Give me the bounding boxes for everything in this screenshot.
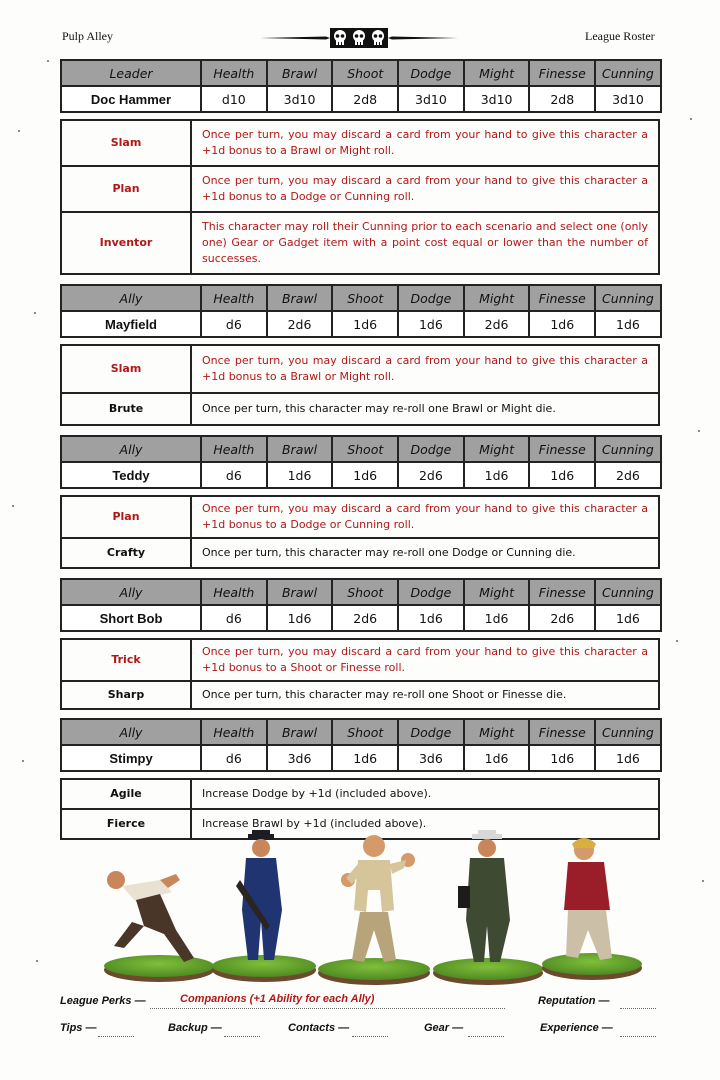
contacts-blank[interactable] bbox=[352, 1036, 388, 1037]
league-perks-label: League Perks — bbox=[60, 995, 146, 1007]
col-cunning: Cunning bbox=[595, 579, 661, 605]
ability-name: Agile bbox=[61, 779, 191, 809]
stat-brawl: 1d6 bbox=[267, 605, 333, 631]
ability-text: Increase Dodge by +1d (included above). bbox=[191, 779, 659, 809]
stat-cunning: 3d10 bbox=[595, 86, 661, 112]
stat-might: 3d10 bbox=[464, 86, 530, 112]
character-name: Short Bob bbox=[61, 605, 201, 631]
stat-shoot: 1d6 bbox=[332, 745, 398, 771]
ability-text: Increase Brawl by +1d (included above). bbox=[191, 809, 659, 839]
stat-health: d6 bbox=[201, 311, 267, 337]
stat-health: d6 bbox=[201, 745, 267, 771]
contacts-label: Contacts — bbox=[288, 1022, 350, 1034]
col-cunning: Cunning bbox=[595, 285, 661, 311]
stat-might: 1d6 bbox=[464, 462, 530, 488]
stat-shoot: 2d6 bbox=[332, 605, 398, 631]
col-dodge: Dodge bbox=[398, 60, 464, 86]
stat-dodge: 1d6 bbox=[398, 311, 464, 337]
ability-text: Once per turn, you may discard a card from your hand to give this character a +1d bonus to a Dodge or Cunning roll. bbox=[191, 496, 659, 538]
ability-text: Once per turn, this character may re-roll one Dodge or Cunning die. bbox=[191, 538, 659, 568]
col-cunning: Cunning bbox=[595, 719, 661, 745]
col-finesse: Finesse bbox=[529, 285, 595, 311]
col-shoot: Shoot bbox=[332, 579, 398, 605]
ability-text: Once per turn, you may discard a card from your hand to give this character a +1d bonus to a Brawl or Might roll. bbox=[191, 120, 659, 166]
skull-banner-icon bbox=[258, 26, 460, 50]
stat-table-ally bbox=[60, 718, 662, 772]
ability-text: Once per turn, this character may re-roll one Brawl or Might die. bbox=[191, 393, 659, 425]
col-health: Health bbox=[201, 579, 267, 605]
role-label: Ally bbox=[61, 719, 201, 745]
gear-label: Gear — bbox=[424, 1022, 464, 1034]
stat-might: 1d6 bbox=[464, 605, 530, 631]
col-brawl: Brawl bbox=[267, 436, 333, 462]
reputation-blank[interactable] bbox=[620, 1008, 656, 1009]
stat-brawl: 3d6 bbox=[267, 745, 333, 771]
stat-health: d6 bbox=[201, 462, 267, 488]
col-brawl: Brawl bbox=[267, 719, 333, 745]
character-name: Doc Hammer bbox=[61, 86, 201, 112]
league-perks-value: Companions (+1 Ability for each Ally) bbox=[180, 993, 375, 1005]
stat-dodge: 3d10 bbox=[398, 86, 464, 112]
miniature-figures-image bbox=[64, 830, 656, 992]
ability-name: Plan bbox=[61, 166, 191, 212]
experience-blank[interactable] bbox=[620, 1036, 656, 1037]
league-perks-blank[interactable] bbox=[150, 1008, 505, 1009]
col-finesse: Finesse bbox=[529, 60, 595, 86]
gear-blank[interactable] bbox=[468, 1036, 504, 1037]
ability-text: This character may roll their Cunning prior to each scenario and select one (only one) Gear or Gadget item with a point cost equal or lower than the number of successes. bbox=[191, 212, 659, 274]
col-might: Might bbox=[464, 285, 530, 311]
header-title-left: Pulp Alley bbox=[62, 29, 114, 43]
stat-health: d10 bbox=[201, 86, 267, 112]
ability-text: Once per turn, you may discard a card from your hand to give this character a +1d bonus to a Dodge or Cunning roll. bbox=[191, 166, 659, 212]
col-health: Health bbox=[201, 719, 267, 745]
role-label: Ally bbox=[61, 285, 201, 311]
ability-table-leader bbox=[60, 119, 660, 275]
stat-cunning: 1d6 bbox=[595, 745, 661, 771]
col-dodge: Dodge bbox=[398, 436, 464, 462]
character-name: Mayfield bbox=[61, 311, 201, 337]
ability-name: Fierce bbox=[61, 809, 191, 839]
col-health: Health bbox=[201, 60, 267, 86]
ability-text: Once per turn, you may discard a card from your hand to give this character a +1d bonus to a Brawl or Might roll. bbox=[191, 345, 659, 393]
col-dodge: Dodge bbox=[398, 719, 464, 745]
stat-dodge: 3d6 bbox=[398, 745, 464, 771]
col-might: Might bbox=[464, 436, 530, 462]
stat-shoot: 1d6 bbox=[332, 462, 398, 488]
character-name: Stimpy bbox=[61, 745, 201, 771]
col-cunning: Cunning bbox=[595, 60, 661, 86]
col-shoot: Shoot bbox=[332, 285, 398, 311]
role-label: Ally bbox=[61, 436, 201, 462]
col-brawl: Brawl bbox=[267, 579, 333, 605]
ability-name: Brute bbox=[61, 393, 191, 425]
stat-finesse: 1d6 bbox=[529, 462, 595, 488]
experience-label: Experience — bbox=[540, 1022, 613, 1034]
stat-finesse: 2d6 bbox=[529, 605, 595, 631]
ability-table-ally bbox=[60, 638, 660, 710]
stat-cunning: 1d6 bbox=[595, 605, 661, 631]
stat-table-ally bbox=[60, 435, 662, 489]
ability-name: Plan bbox=[61, 496, 191, 538]
col-brawl: Brawl bbox=[267, 285, 333, 311]
stat-cunning: 1d6 bbox=[595, 311, 661, 337]
col-might: Might bbox=[464, 579, 530, 605]
ability-name: Slam bbox=[61, 345, 191, 393]
stat-finesse: 1d6 bbox=[529, 311, 595, 337]
stat-brawl: 3d10 bbox=[267, 86, 333, 112]
col-cunning: Cunning bbox=[595, 436, 661, 462]
backup-label: Backup — bbox=[168, 1022, 222, 1034]
ability-name: Inventor bbox=[61, 212, 191, 274]
ability-text: Once per turn, this character may re-roll one Shoot or Finesse die. bbox=[191, 681, 659, 709]
ability-name: Trick bbox=[61, 639, 191, 681]
reputation-label: Reputation — bbox=[538, 995, 610, 1007]
stat-finesse: 1d6 bbox=[529, 745, 595, 771]
stat-brawl: 1d6 bbox=[267, 462, 333, 488]
ability-table-ally bbox=[60, 495, 660, 569]
header-title-right: League Roster bbox=[585, 29, 655, 43]
tips-blank[interactable] bbox=[98, 1036, 134, 1037]
backup-blank[interactable] bbox=[224, 1036, 260, 1037]
col-shoot: Shoot bbox=[332, 719, 398, 745]
col-health: Health bbox=[201, 285, 267, 311]
col-might: Might bbox=[464, 60, 530, 86]
col-shoot: Shoot bbox=[332, 436, 398, 462]
stat-shoot: 2d8 bbox=[332, 86, 398, 112]
ability-text: Once per turn, you may discard a card from your hand to give this character a +1d bonus to a Shoot or Finesse roll. bbox=[191, 639, 659, 681]
stat-might: 2d6 bbox=[464, 311, 530, 337]
col-shoot: Shoot bbox=[332, 60, 398, 86]
character-name: Teddy bbox=[61, 462, 201, 488]
col-dodge: Dodge bbox=[398, 579, 464, 605]
stat-cunning: 2d6 bbox=[595, 462, 661, 488]
col-finesse: Finesse bbox=[529, 436, 595, 462]
col-health: Health bbox=[201, 436, 267, 462]
role-label: Ally bbox=[61, 579, 201, 605]
stat-brawl: 2d6 bbox=[267, 311, 333, 337]
stat-table-leader bbox=[60, 59, 662, 113]
col-dodge: Dodge bbox=[398, 285, 464, 311]
ability-name: Slam bbox=[61, 120, 191, 166]
stat-finesse: 2d8 bbox=[529, 86, 595, 112]
stat-shoot: 1d6 bbox=[332, 311, 398, 337]
role-label: Leader bbox=[61, 60, 201, 86]
stat-table-ally bbox=[60, 284, 662, 338]
col-might: Might bbox=[464, 719, 530, 745]
stat-health: d6 bbox=[201, 605, 267, 631]
stat-table-ally bbox=[60, 578, 662, 632]
ability-table-ally bbox=[60, 344, 660, 426]
col-brawl: Brawl bbox=[267, 60, 333, 86]
ability-name: Crafty bbox=[61, 538, 191, 568]
stat-dodge: 1d6 bbox=[398, 605, 464, 631]
ability-name: Sharp bbox=[61, 681, 191, 709]
col-finesse: Finesse bbox=[529, 719, 595, 745]
stat-dodge: 2d6 bbox=[398, 462, 464, 488]
stat-might: 1d6 bbox=[464, 745, 530, 771]
col-finesse: Finesse bbox=[529, 579, 595, 605]
tips-label: Tips — bbox=[60, 1022, 97, 1034]
